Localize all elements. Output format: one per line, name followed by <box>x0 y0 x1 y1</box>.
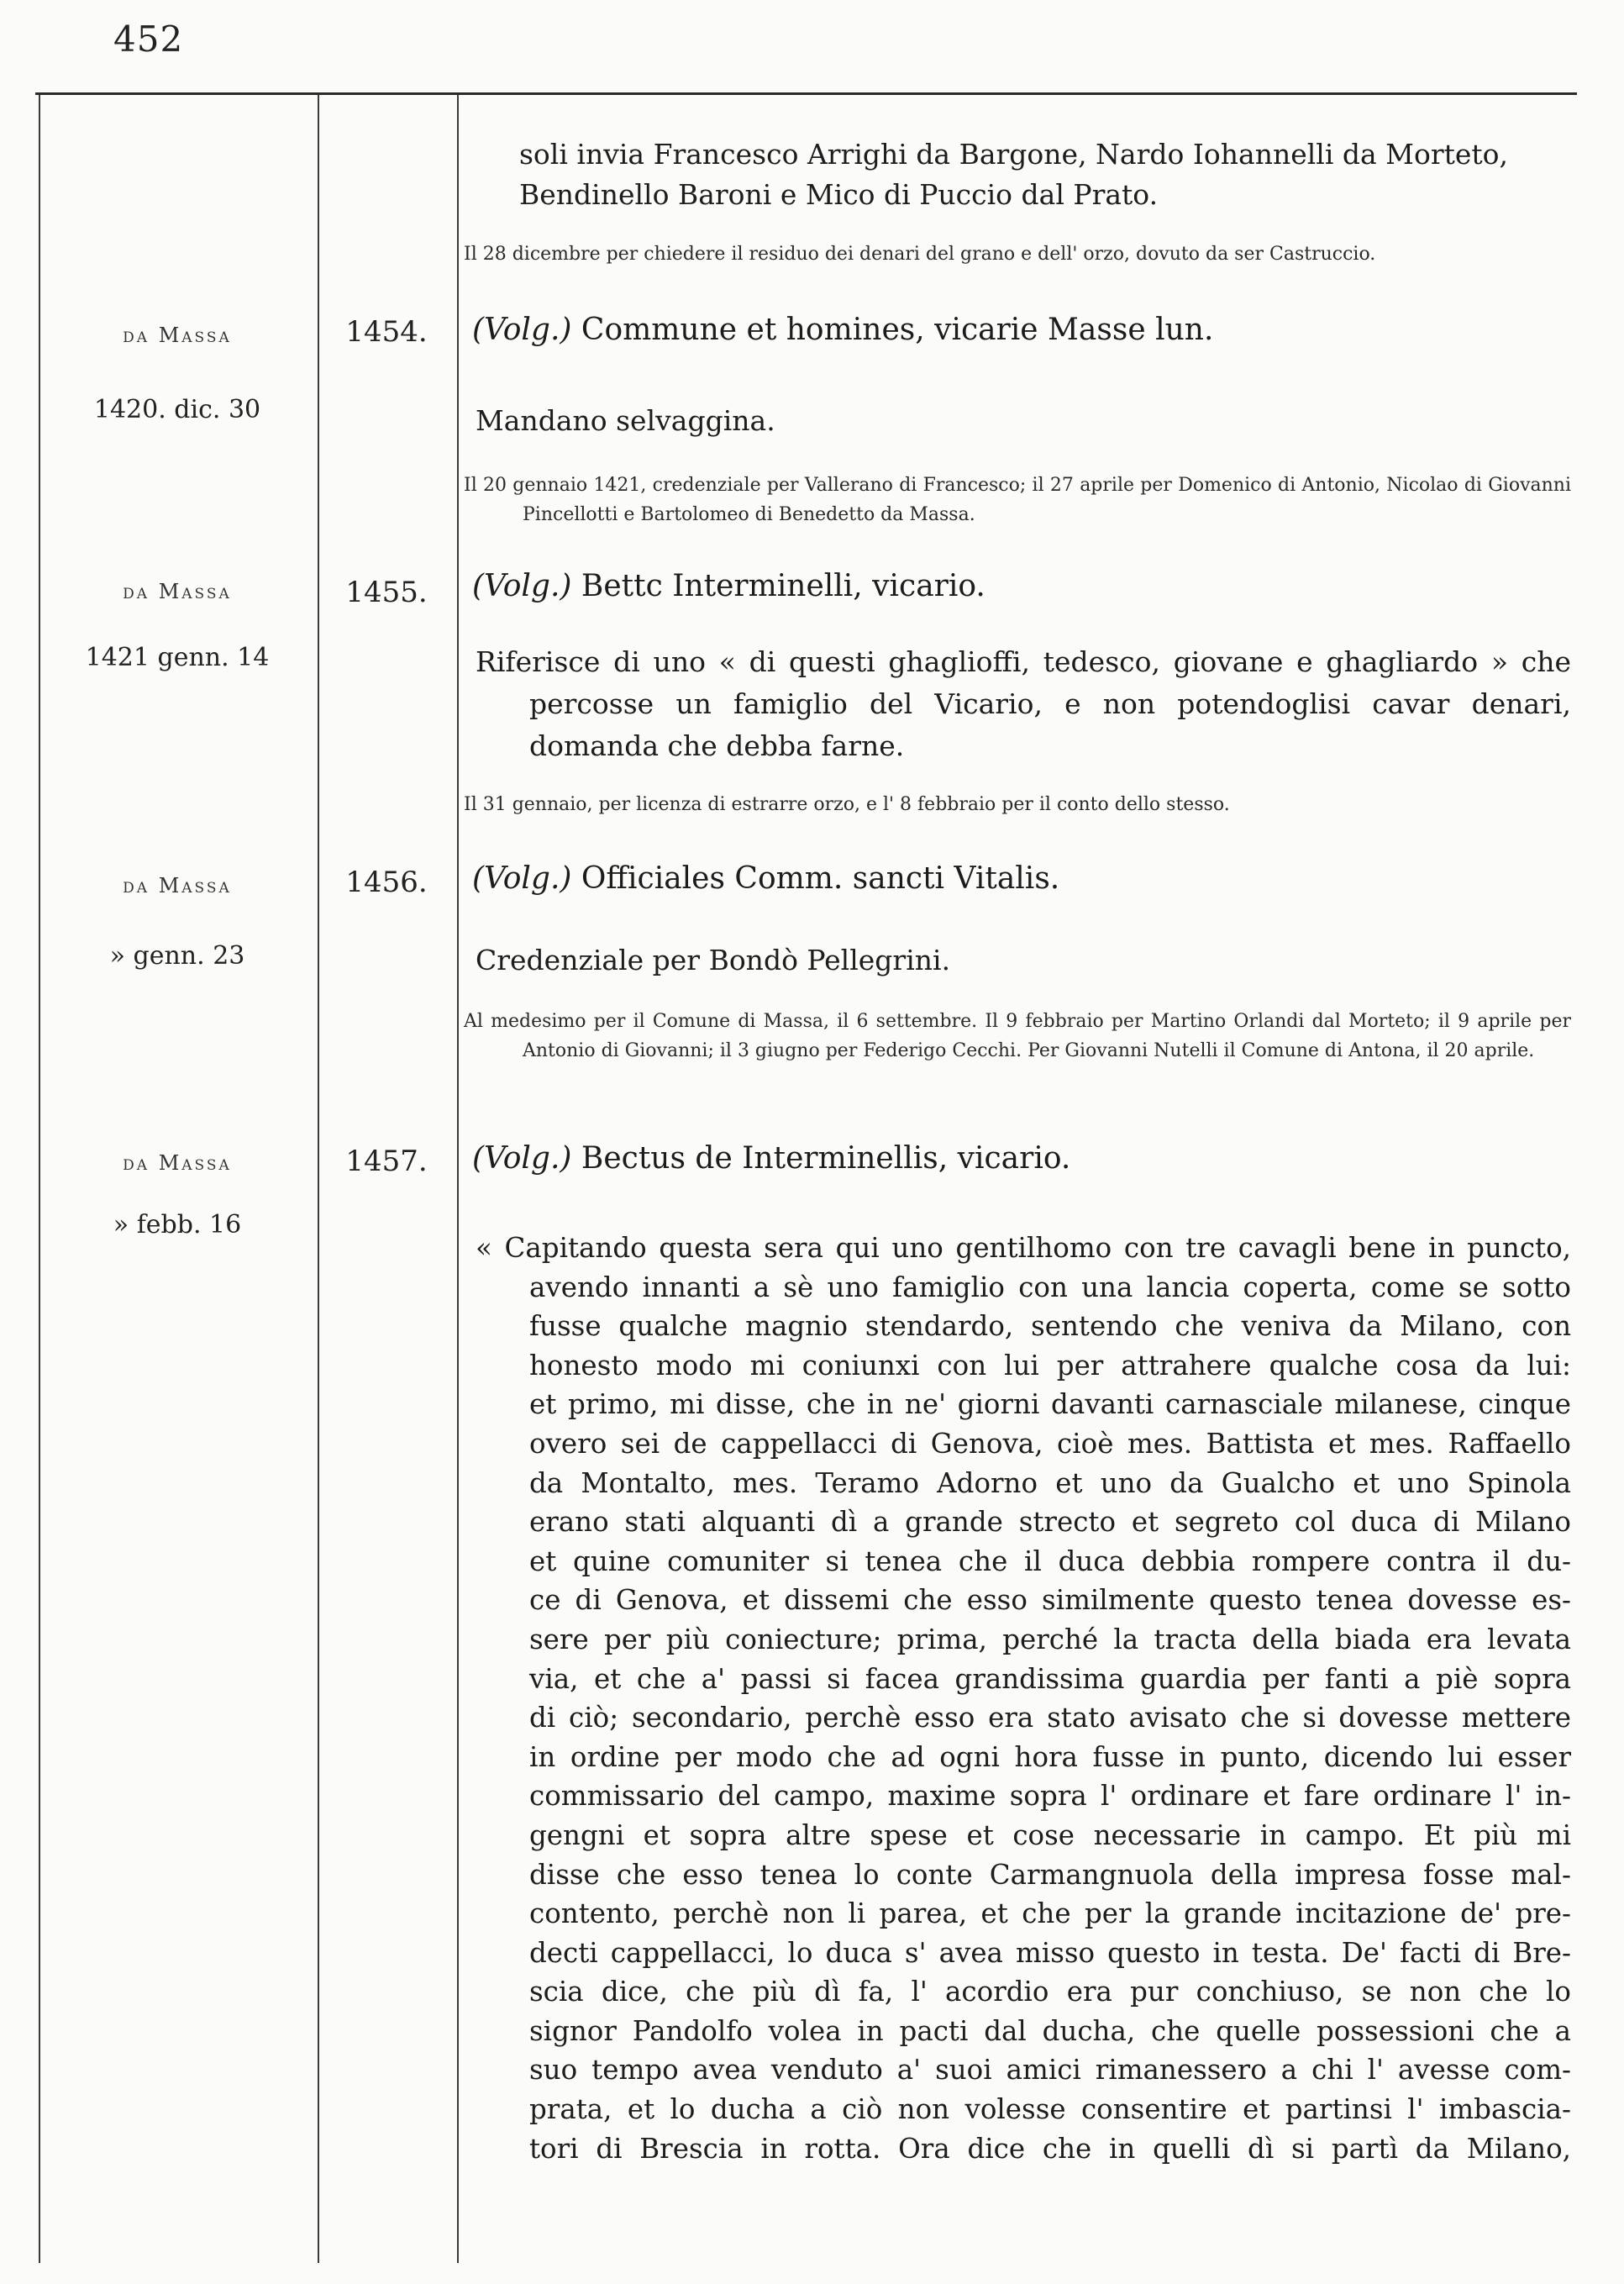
column-rule-right <box>457 95 459 2263</box>
entry-1454-number: 1454. <box>345 315 428 349</box>
quote-line: disse che esso tenea lo conte Carmangnuola della impresa fosse mal- <box>529 1858 1571 1891</box>
quote-line: via, et che a' passi si facea grandissima guardia per fanti a piè sopra <box>529 1662 1571 1695</box>
quote-line: gengni et sopra altre spese et cose necessarie in campo. Et più mi <box>529 1818 1571 1851</box>
quote-line: suo tempo avea venduto a' suoi amici rimanessero a chi l' avesse com- <box>529 2054 1571 2087</box>
quote-line: tori di Brescia in rotta. Ora dice che in quelli dì si partì da Milano, <box>529 2132 1571 2165</box>
quote-line: honesto modo mi coniunxi con lui per attrahere qualche cosa da lui: <box>529 1349 1571 1381</box>
quote-line: signor Pandolfo volea in pacti dal ducha, che quelle possessioni che a <box>529 2014 1571 2047</box>
volg-marker: (Volg.) <box>472 569 572 603</box>
quote-line: da Montalto, mes. Teramo Adorno et uno da Gualcho et uno Spinola <box>529 1466 1571 1499</box>
page-number: 452 <box>113 18 184 60</box>
quote-line: contento, perchè non li parea, et che per la grande incitazione de' pre- <box>529 1897 1571 1930</box>
entry-1455-summary: Riferisce di uno « di questi ghaglioffi, tedesco, giovane e ghagliardo » che percosse un famiglio del Vicario, e non potendoglisi cavar denari, domanda che debba farne. <box>476 645 1571 762</box>
column-rule-middle <box>318 95 319 2263</box>
entry-1457-sender: Bectus de Interminellis, vicario. <box>581 1141 1071 1176</box>
entry-1456-place: da Massa <box>123 874 232 897</box>
entry-1457-heading <box>472 1141 1070 1176</box>
volg-marker: (Volg.) <box>472 1141 572 1176</box>
entry-1457-number: 1457. <box>345 1145 428 1178</box>
entry-1454-note: Il 20 gennaio 1421, credenziale per Vallerano di Francesco; il 27 aprile per Domenico di Antonio, Nicolao di Giovanni Pincellotti e Bartolomeo di Benedetto da Massa. <box>464 475 1571 525</box>
quote-line: in ordine per modo che ad ogni hora fusse in punto, dicendo lui esser <box>529 1740 1571 1773</box>
quote-line: commissario del campo, maxime sopra l' ordinare et fare ordinare l' in- <box>529 1780 1571 1813</box>
table-top-rule <box>35 92 1577 95</box>
entry-1455-place: da Massa <box>123 580 232 603</box>
volg-marker: (Volg.) <box>472 313 572 347</box>
continuation-line-1: soli invia Francesco Arrighi da Bargone, Nardo Iohannelli da Morteto, <box>519 138 1509 171</box>
quote-line: di ciò; secondario, perchè esso era stato avisato che si dovesse mettere <box>529 1702 1571 1734</box>
quote-line: « Capitando questa sera qui uno gentilhomo con tre cavagli bene in puncto, <box>476 1232 1571 1264</box>
entry-1456-heading <box>472 861 1059 896</box>
quote-line: decti cappellacci, lo duca s' avea misso questo in testa. De' facti di Bre- <box>529 1936 1571 1969</box>
quote-line: et primo, mi disse, che in ne' giorni davanti carnasciale milanese, cinque <box>529 1388 1571 1421</box>
quote-line: sere per più coniecture; prima, perché la tracta della biada era levata <box>529 1623 1571 1655</box>
quote-line: fusse qualche magnio stendardo, sentendo che veniva da Milano, con <box>529 1310 1571 1343</box>
entry-1456-sender: Officiales Comm. sancti Vitalis. <box>581 861 1060 896</box>
entry-1457-date: » febb. 16 <box>113 1210 242 1239</box>
quote-line: scia dice, che più dì fa, l' acordio era pur conchiuso, se non che lo <box>529 1976 1571 2008</box>
quote-line: ce di Genova, et dissemi che esso similmente questo tenea dovesse es- <box>529 1584 1571 1617</box>
entry-1457-quote <box>476 1229 1571 2168</box>
entry-1454-summary: Mandano selvaggina. <box>476 404 775 437</box>
entry-1456-summary: Credenziale per Bondò Pellegrini. <box>476 944 951 976</box>
entry-1454-sender: Commune et homines, vicarie Masse lun. <box>581 313 1214 347</box>
continuation-text <box>519 134 1571 215</box>
entry-1456-date: » genn. 23 <box>109 941 245 971</box>
continuation-line-2: Bendinello Baroni e Mico di Puccio dal Prato. <box>519 178 1159 211</box>
quote-line: overo sei de cappellacci di Genova, cioè mes. Battista et mes. Raffaello <box>529 1427 1571 1460</box>
entry-1455-sender: Bettc Interminelli, vicario. <box>581 569 985 603</box>
entry-1454-date: 1420. dic. 30 <box>93 395 261 424</box>
quote-line: avendo innanti a sè uno famiglio con una lancia coperta, come se sotto <box>529 1271 1571 1303</box>
entry-1454-heading <box>472 313 1213 347</box>
entry-1455-heading <box>472 569 985 603</box>
entry-1456-note: Al medesimo per il Comune di Massa, il 6 settembre. Il 9 febbraio per Martino Orlandi dal Morteto; il 9 aprile per Antonio di Giovanni; il 3 giugno per Federigo Cecchi. Per Giovanni Nutelli il Comune di Antona, il 20 aprile. <box>464 1011 1571 1061</box>
quote-line: prata, et lo ducha a ciò non volesse consentire et partinsi l' imbascia- <box>529 2093 1571 2126</box>
entry-1455-note: Il 31 gennaio, per licenza di estrarre orzo, e l' 8 febbraio per il conto dello stesso. <box>464 794 1230 815</box>
entry-1456-number: 1456. <box>345 866 428 899</box>
entry-1455-date: 1421 genn. 14 <box>85 643 270 672</box>
quote-line: erano stati alquanti dì a grande strecto et segreto col duca di Milano <box>529 1506 1571 1539</box>
quote-line: et quine comuniter si tenea che il duca debbia rompere contra il du- <box>529 1545 1571 1577</box>
entry-1454-place: da Massa <box>123 324 232 347</box>
volg-marker: (Volg.) <box>472 861 572 896</box>
entry-1455-number: 1455. <box>345 576 428 609</box>
continuation-note: Il 28 dicembre per chiedere il residuo dei denari del grano e dell' orzo, dovuto da ser Castruccio. <box>464 244 1376 265</box>
entry-1457-place: da Massa <box>123 1151 232 1175</box>
